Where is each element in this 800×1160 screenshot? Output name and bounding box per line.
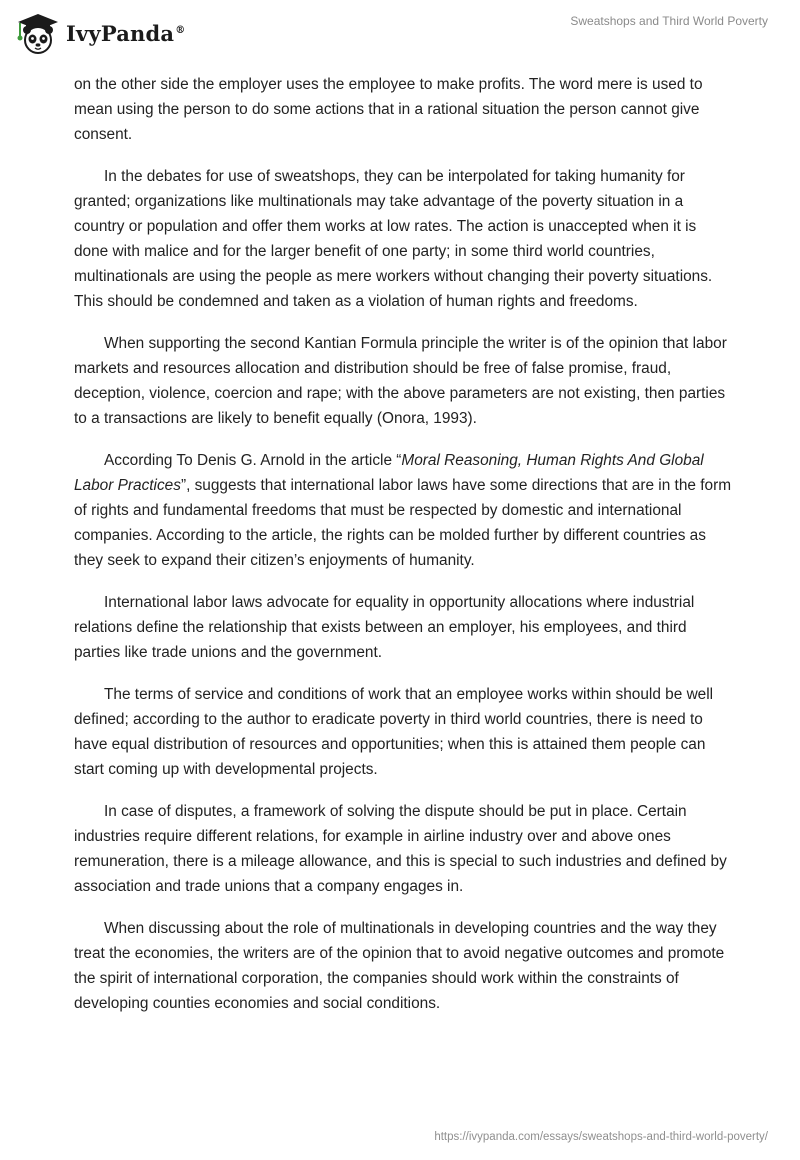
- document-title: Sweatshops and Third World Poverty: [570, 14, 768, 28]
- paragraph: In case of disputes, a framework of solving the dispute should be put in place. Certain industries require different relations, for example in airline industry over and above ones remuneration, there is a mileage allowance, and this is special to such industries and defined by association and trade unions that a company engages in.: [74, 803, 727, 895]
- paragraph: When supporting the second Kantian Formula principle the writer is of the opinion that labor markets and resources allocation and distribution should be free of false promise, fraud, deception, violence, coercion and rape; with the above parameters are not existing, then parties to a transactions are likely to benefit equally (Onora, 1993).: [74, 335, 727, 427]
- panda-graduate-icon: [14, 10, 60, 56]
- paragraph: When discussing about the role of multinationals in developing countries and the way they treat the economies, the writers are of the opinion that to avoid negative outcomes and promote the spirit of international corporation, the companies should work within the constraints of developing counties economies and social conditions.: [74, 920, 725, 1012]
- brand-name: IvyPanda®: [66, 20, 186, 46]
- paragraph: on the other side the employer uses the employee to make profits. The word mere is used to mean using the person to do some actions that in a rational situation the person cannot give consent.: [74, 76, 703, 143]
- ivypanda-logo[interactable]: [14, 8, 185, 58]
- article-title: Moral Reasoning, Human Rights And Global Labor Practices: [74, 452, 704, 494]
- source-url[interactable]: https://ivypanda.com/essays/sweatshops-and-third-world-poverty/: [434, 1131, 768, 1143]
- paragraph-with-citation: According To Denis G. Arnold in the article “Moral Reasoning, Human Rights And Global Labor Practices”, suggests that international labor laws have some directions that are in the form of rights and fundamental freedoms that must be respected by domestic and international companies. According to the article, the rights can be molded further by different countries as they seek to expand their citizen’s enjoyments of humanity.: [74, 452, 732, 569]
- page-header: [0, 0, 800, 70]
- paragraph: In the debates for use of sweatshops, they can be interpolated for taking humanity for granted; organizations like multinationals may take advantage of the poverty situation in a country or population and offer them works at low rates. The action is unaccepted when it is done with malice and for the larger benefit of one party; in some third world countries, multinationals are using the people as mere workers without changing their poverty situations. This should be condemned and taken as a violation of human rights and freedoms.: [74, 168, 713, 310]
- essay-body: [74, 72, 734, 1033]
- paragraph: International labor laws advocate for equality in opportunity allocations where industrial relations define the relationship that exists between an employer, his employees, and third parties like trade unions and the government.: [74, 594, 695, 661]
- paragraph: The terms of service and conditions of work that an employee works within should be well defined; according to the author to eradicate poverty in third world countries, there is need to have equal distribution of resources and opportunities; when this is attained them people can start coming up with developmental projects.: [74, 686, 714, 778]
